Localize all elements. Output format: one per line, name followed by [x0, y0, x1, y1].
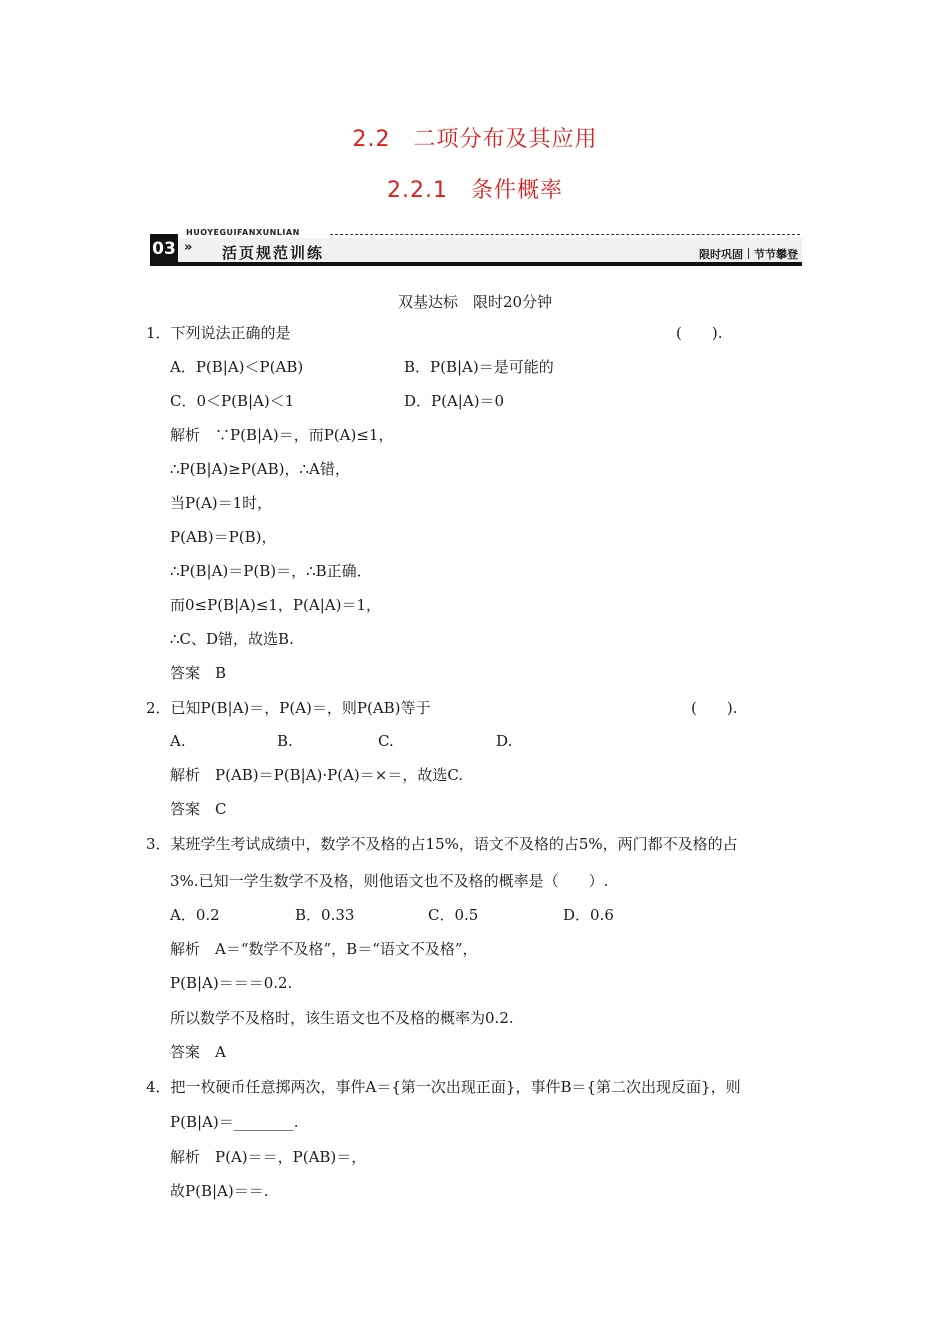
section-title: 2.2.1 条件概率 — [387, 178, 563, 203]
page-title: 2.2 二项分布及其应用 — [352, 127, 598, 152]
text-line: 2．已知P(B|A)＝，P(A)＝，则P(AB)等于 — [146, 699, 431, 717]
text-line: C．0＜P(B|A)＜1 — [170, 392, 295, 410]
text-line: 解析 A＝“数学不及格”，B＝“语文不及格”， — [170, 940, 478, 958]
answer-paren: ( ). — [691, 699, 738, 717]
text-line: 4．把一枚硬币任意掷两次，事件A＝{第一次出现正面}，事件B＝{第二次出现反面}，则 — [146, 1078, 741, 1096]
text-line: 答案 B — [170, 664, 227, 682]
text-line: D. — [496, 732, 513, 750]
banner-separator — [748, 248, 749, 259]
text-line: 故P(B|A)＝＝. — [170, 1182, 269, 1200]
text-line: B．0.33 — [295, 906, 355, 924]
text-line: 1．下列说法正确的是 — [146, 324, 291, 342]
text-line: 答案 A — [170, 1043, 226, 1061]
banner-number-badge: 03 — [150, 234, 178, 264]
text-line: 3%.已知一学生数学不及格，则他语文也不及格的概率是（ ）. — [170, 872, 609, 890]
text-line: ∴C、D错，故选B. — [170, 630, 294, 648]
text-line: 解析 ∵P(B|A)＝，而P(A)≤1， — [170, 426, 394, 444]
text-line: C. — [378, 732, 394, 750]
text-line: ∴P(B|A)≥P(AB)，∴A错， — [170, 460, 350, 478]
text-line: A．P(B|A)＜P(AB) — [170, 358, 304, 376]
banner-name: 活页规范训练 — [222, 244, 325, 262]
banner-dashed-rule — [330, 234, 800, 235]
text-line: B．P(B|A)＝是可能的 — [404, 358, 554, 376]
banner-right-right: 节节攀登 — [754, 248, 798, 261]
banner-pinyin: HUOYEGUIFANXUNLIAN — [186, 228, 300, 237]
text-line: 解析 P(A)＝＝，P(AB)＝， — [170, 1148, 367, 1166]
text-line: C．0.5 — [428, 906, 479, 924]
text-line: ∴P(B|A)＝P(B)＝，∴B正确． — [170, 562, 372, 580]
text-line: 解析 P(AB)＝P(B|A)·P(A)＝×＝，故选C. — [170, 766, 464, 784]
exercise-banner — [150, 226, 802, 270]
text-line: A．0.2 — [170, 906, 220, 924]
text-line: 当P(A)＝1时， — [170, 494, 273, 512]
text-line: 而0≤P(B|A)≤1，P(A|A)＝1， — [170, 596, 381, 614]
text-line: D．P(A|A)＝0 — [404, 392, 505, 410]
chevron-icon: » — [184, 240, 193, 255]
text-line: 3．某班学生考试成绩中，数学不及格的占15%，语文不及格的占5%，两门都不及格的占 — [146, 835, 738, 853]
text-line: P(B|A)＝＝＝0.2. — [170, 974, 293, 992]
text-line: P(B|A)＝________. — [170, 1113, 299, 1131]
text-line: 答案 C — [170, 800, 227, 818]
text-line: B. — [277, 732, 293, 750]
text-line: P(AB)＝P(B)， — [170, 528, 277, 546]
banner-right-label — [699, 246, 798, 262]
section-header: 双基达标 限时20分钟 — [397, 293, 553, 311]
answer-paren: ( ). — [676, 324, 723, 342]
text-line: 所以数学不及格时，该生语文也不及格的概率为0.2. — [170, 1009, 514, 1027]
banner-bottom-bar — [150, 262, 802, 266]
banner-right-left: 限时巩固 — [699, 248, 743, 261]
text-line: A. — [170, 732, 186, 750]
text-line: D．0.6 — [563, 906, 614, 924]
